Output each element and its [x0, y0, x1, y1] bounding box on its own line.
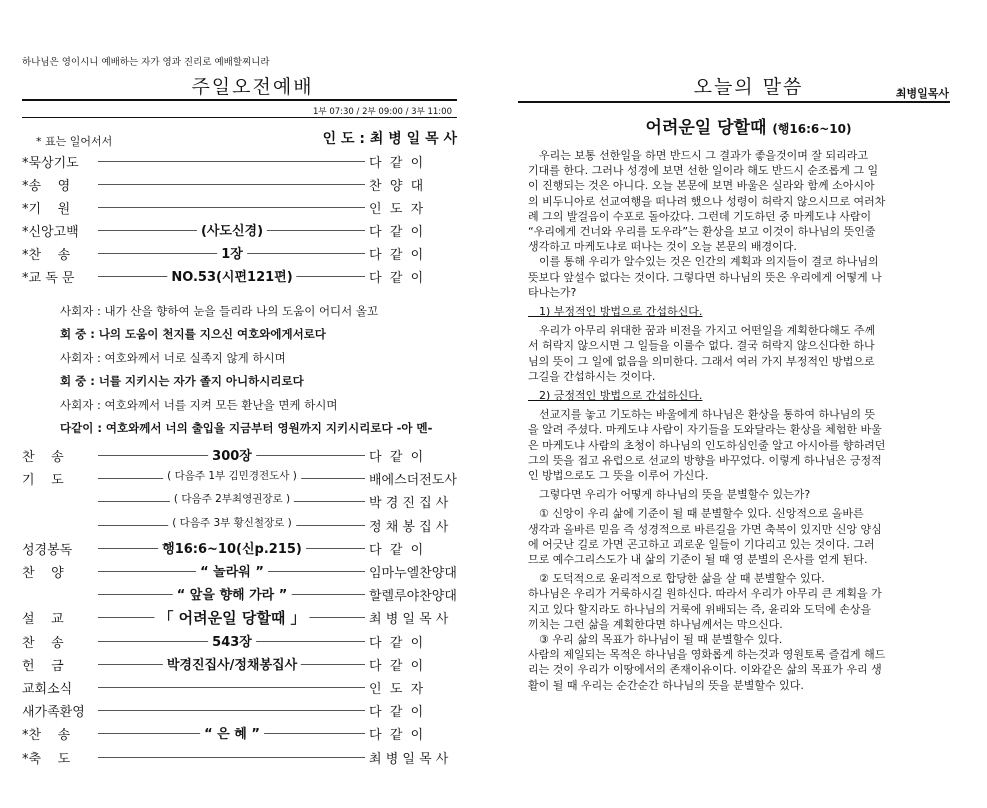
order-performer: 최 병 일 목 사	[369, 751, 449, 767]
sermon-line: 그렇다면 우리가 어떻게 하나님의 뜻을 분별할수 있는가?	[528, 488, 811, 502]
sermon-line: 리는 것이 우리가 이땅에서의 존재이유이다. 이와같은 삶의 목표가 우리 생	[528, 663, 882, 677]
leader-dots	[98, 161, 365, 162]
service-times: 1부 07:30 / 2부 09:00 / 3부 11:00	[313, 107, 452, 117]
title-rule	[22, 99, 457, 101]
sermon-paragraph	[528, 506, 940, 567]
order-performer: 다 같 이	[369, 728, 424, 744]
sermon-line: 기대를 한다. 그러나 성경에 보면 선한 일이라 해도 반드시 순조롭게 그 일	[528, 164, 879, 178]
order-row	[22, 560, 457, 582]
order-performer: 최 병 일 목 사	[369, 612, 449, 628]
responsive-line: 회 중 : 나의 도움이 천지를 지으신 여호와에게서로다	[60, 327, 326, 342]
sermon-line: 서 허락지 않으시면 그 일들을 이룰수 없다. 결국 허락지 않으신다한 하나	[528, 339, 875, 353]
order-row	[22, 173, 457, 195]
responsive-line: 회 중 : 너를 지키시는 자가 졸지 아니하시리로다	[60, 374, 304, 389]
order-row	[22, 490, 457, 512]
order-performer: 다 같 이	[369, 225, 424, 240]
order-performer: 다 같 이	[369, 248, 424, 263]
order-label: 찬 송	[22, 450, 64, 465]
order-label: 기 도	[22, 473, 64, 489]
sermon-line: 2) 긍정적인 방법으로 간섭하신다.	[528, 389, 703, 402]
sermon-title	[510, 113, 987, 138]
order-row	[22, 630, 457, 652]
sermon-line: 이 진행되는 것은 아니다. 오늘 본문에 보면 바울은 실라와 함께 소아시아	[528, 179, 875, 193]
sermon-page-title: 오늘의 말씀	[693, 76, 804, 98]
order-row	[22, 467, 457, 489]
order-row	[22, 514, 457, 536]
service-title: 주일오전예배	[191, 76, 314, 98]
scripture-motto: 하나님은 영이시니 예배하는 자가 영과 진리로 예배할찌니라	[22, 57, 270, 68]
order-label: *교 독 문	[22, 271, 75, 286]
leader-dots	[98, 687, 365, 688]
sermon-line: 인 방법으로도 그 뜻을 이루어 가신다.	[528, 469, 709, 482]
sermon-paragraph	[528, 323, 940, 384]
sermon-line: 례 그의 발걸음이 수포로 돌아갔다. 그런데 기도하던 중 마케도냐 사람이	[528, 209, 872, 223]
sermon-paragraph	[528, 632, 940, 693]
order-row	[22, 444, 457, 466]
sermon-line: 생각하고 마케도냐로 떠나는 것이 오늘 본문의 배경이다.	[528, 240, 797, 254]
order-row	[22, 219, 457, 241]
order-row	[22, 606, 457, 628]
sermon-paragraph	[528, 254, 940, 300]
order-content: 박경진집사/정채봉집사	[163, 654, 301, 673]
sermon-line: 이를 통해 우리가 알수있는 것은 인간의 계획과 의지들이 결코 하나님의	[528, 255, 879, 269]
order-label: 설 교	[22, 612, 64, 628]
responsive-line: 사회자 : 여호와께서 너를 지켜 모든 환난을 면케 하시며	[60, 397, 338, 412]
sermon-line: 생각과 올바른 믿음 즉 성경적으로 바른길을 가면 축복이 있지만 신앙 양심	[528, 522, 882, 536]
order-label: 성경봉독	[22, 542, 73, 558]
order-label: 찬 송	[22, 635, 64, 651]
order-row	[22, 196, 457, 218]
sermon-line: 그의 뜻을 접고 유럽으로 선교의 방향을 바꾸었다. 이렇게 하나님은 긍정적	[528, 453, 882, 467]
order-row	[22, 722, 457, 744]
order-row	[22, 676, 457, 698]
sermon-line: ② 도덕적으로 윤리적으로 합당한 삶을 살 때 분별할수 있다.	[528, 572, 825, 586]
order-label: 교회소식	[22, 682, 73, 697]
leader-line: 인 도 : 최 병 일 목 사	[322, 131, 457, 147]
order-performer: 다 같 이	[369, 635, 424, 651]
sermon-paragraph	[528, 407, 940, 483]
order-content: “ 놀라워 ”	[196, 561, 268, 580]
sermon-line: 의 비두니아로 선교여행을 떠나려 했으나 성령이 허락지 않으시므로 여러차	[528, 194, 886, 208]
sermon-title-text: 어려운일 당할때	[645, 118, 767, 138]
sermon-line: ③ 우리 삶의 목표가 하나님이 될 때 분별할수 있다.	[528, 633, 783, 646]
order-content: (사도신경)	[197, 220, 267, 239]
sermon-paragraph	[528, 571, 940, 632]
order-content: 1장	[217, 243, 247, 262]
order-content: “ 은 혜 ”	[200, 723, 264, 742]
order-label: *신앙고백	[22, 225, 79, 240]
sermon-paragraph	[528, 388, 940, 403]
order-label: 헌 금	[22, 658, 64, 674]
order-performer: 다 같 이	[369, 271, 424, 286]
order-performer: 다 같 이	[369, 658, 424, 674]
sermon-line: 뜻보다 앞설수 없다는 것이다. 그렇다면 하나님의 뜻은 우리에게 어떻게 나	[528, 270, 882, 284]
order-content: 행16:6~10(신p.215)	[158, 538, 306, 557]
order-label: 찬 양	[22, 566, 64, 581]
leader-dots	[98, 710, 365, 711]
order-performer: 정 채 봉 집 사	[369, 519, 449, 535]
sermon-line: 님의 뜻이 그 일에 없음을 의미한다. 그래서 여러 가지 부정적인 방법으로	[528, 354, 875, 368]
sermon-line: 을 알려 주셨다. 마케도냐 사람이 자기들을 도와달라는 환상을 체험한 바울	[528, 423, 882, 437]
order-row	[22, 746, 457, 768]
order-performer: 인 도 자	[369, 202, 424, 217]
order-label: 새가족환영	[22, 705, 85, 721]
order-performer: 할렐루야찬양대	[369, 589, 457, 605]
order-content: 300장	[208, 445, 256, 464]
sermon-paragraph	[528, 148, 940, 254]
order-performer: 인 도 자	[369, 682, 424, 697]
sermon-line: 지고 있다 할지라도 하나님의 거룩에 위배되는 즉, 윤리와 도덕에 손상을	[528, 602, 872, 616]
order-content: NO.53(시편121편)	[167, 266, 296, 285]
order-content: ( 다음주 1부 김민경전도사 )	[163, 468, 301, 483]
order-content: 543장	[208, 631, 256, 650]
order-row	[22, 537, 457, 559]
sermon-line: 선교지를 놓고 기도하는 바울에게 하나님은 환상을 통하여 하나님의 뜻	[528, 408, 876, 422]
order-performer: 임마누엘찬양대	[369, 566, 457, 581]
order-performer: 다 같 이	[369, 705, 424, 721]
leader-dots	[98, 184, 365, 185]
sermon-title-rule	[518, 101, 950, 103]
leader-dots	[98, 757, 365, 758]
sermon-line: 활이 될 때 우리는 순간순간 하나님의 뜻을 분별할수 있다.	[528, 678, 804, 692]
order-performer: 다 같 이	[369, 542, 424, 558]
order-label: *기 원	[22, 202, 71, 217]
order-row	[22, 150, 457, 172]
sermon-line: 우리는 보통 선한일을 하면 반드시 그 결과가 좋을것이며 잘 되리라고	[528, 149, 868, 162]
responsive-line: 사회자 : 내가 산을 향하여 눈을 들리라 나의 도움이 어디서 올꼬	[60, 304, 379, 318]
order-label: *묵상기도	[22, 156, 79, 171]
order-label: *찬 송	[22, 248, 71, 263]
order-row	[22, 653, 457, 675]
sermon-paragraph	[528, 487, 940, 502]
order-row	[22, 242, 457, 264]
order-performer: 다 같 이	[369, 450, 424, 465]
order-row	[22, 265, 457, 287]
responsive-line: 사회자 : 여호와께서 너로 실족지 않게 하시며	[60, 350, 286, 365]
order-row	[22, 583, 457, 605]
sermon-line: 우리가 아무리 위대한 꿈과 비전을 가지고 어떤일을 계획한다해도 주께	[528, 324, 876, 338]
sermon-author: 최병일목사	[895, 87, 949, 100]
order-row	[22, 699, 457, 721]
sermon-line: 은 마케도냐 사람의 초청이 하나님의 인도하심인줄 알고 아시아를 향하려던	[528, 438, 886, 452]
leader-dots	[98, 207, 365, 208]
order-content: “ 앞을 향해 가라 ”	[173, 584, 292, 603]
order-label: *송 영	[22, 179, 71, 194]
sermon-line: 에 어긋난 길로 가면 곤고하고 괴로운 일들이 기다리고 있는 것이다. 그러	[528, 537, 875, 551]
order-performer: 배에스더전도사	[369, 473, 457, 489]
sermon-line: 1) 부정적인 방법으로 간섭하신다.	[528, 305, 703, 318]
times-rule	[22, 117, 457, 118]
sermon-line: 타나는가?	[528, 285, 577, 299]
responsive-line: 다같이 : 여호와께서 너의 출입을 지금부터 영원까지 지키시리로다 -아 멘-	[60, 421, 433, 435]
order-performer: 다 같 이	[369, 156, 424, 171]
sermon-line: 그길을 간섭하시는 것이다.	[528, 369, 656, 383]
sermon-line: 끼치는 그런 삶을 계획한다면 하나님께서는 막으신다.	[528, 617, 783, 631]
order-performer: 찬 양 대	[369, 179, 424, 194]
sermon-line: 사람의 제일되는 목적은 하나님을 영화롭게 하는것과 영원토록 즐겁게 해드	[528, 648, 886, 662]
order-content: ( 다음주 2부최영권장로 )	[170, 491, 294, 506]
sermon-line: ① 신앙이 우리 삶에 기준이 될 때 분별할수 있다. 신앙적으로 올바른	[528, 507, 864, 521]
sermon-line: 므로 예수그리스도가 내 삶의 기준이 될 때 영 분별의 은사를 얻게 된다.	[528, 553, 868, 566]
sermon-paragraph	[528, 304, 940, 319]
order-label: *축 도	[22, 751, 71, 767]
sermon-line: 하나님은 우리가 거룩하시길 원하신다. 따라서 우리가 아무리 큰 계획을 가	[528, 587, 882, 601]
standing-note: * 표는 일어서서	[36, 135, 113, 148]
order-label: *찬 송	[22, 728, 71, 744]
sermon-reference: (행16:6~10)	[772, 122, 852, 136]
sermon-line: “우리에게 건너와 우리를 도우라”는 환상을 보고 이것이 하나님의 뜻인줄	[528, 225, 876, 239]
order-content: 「 어려운일 당할때 」	[154, 607, 309, 628]
order-content: ( 다음주 3부 황신철장로 )	[168, 515, 296, 530]
order-performer: 박 경 진 집 사	[369, 496, 449, 512]
